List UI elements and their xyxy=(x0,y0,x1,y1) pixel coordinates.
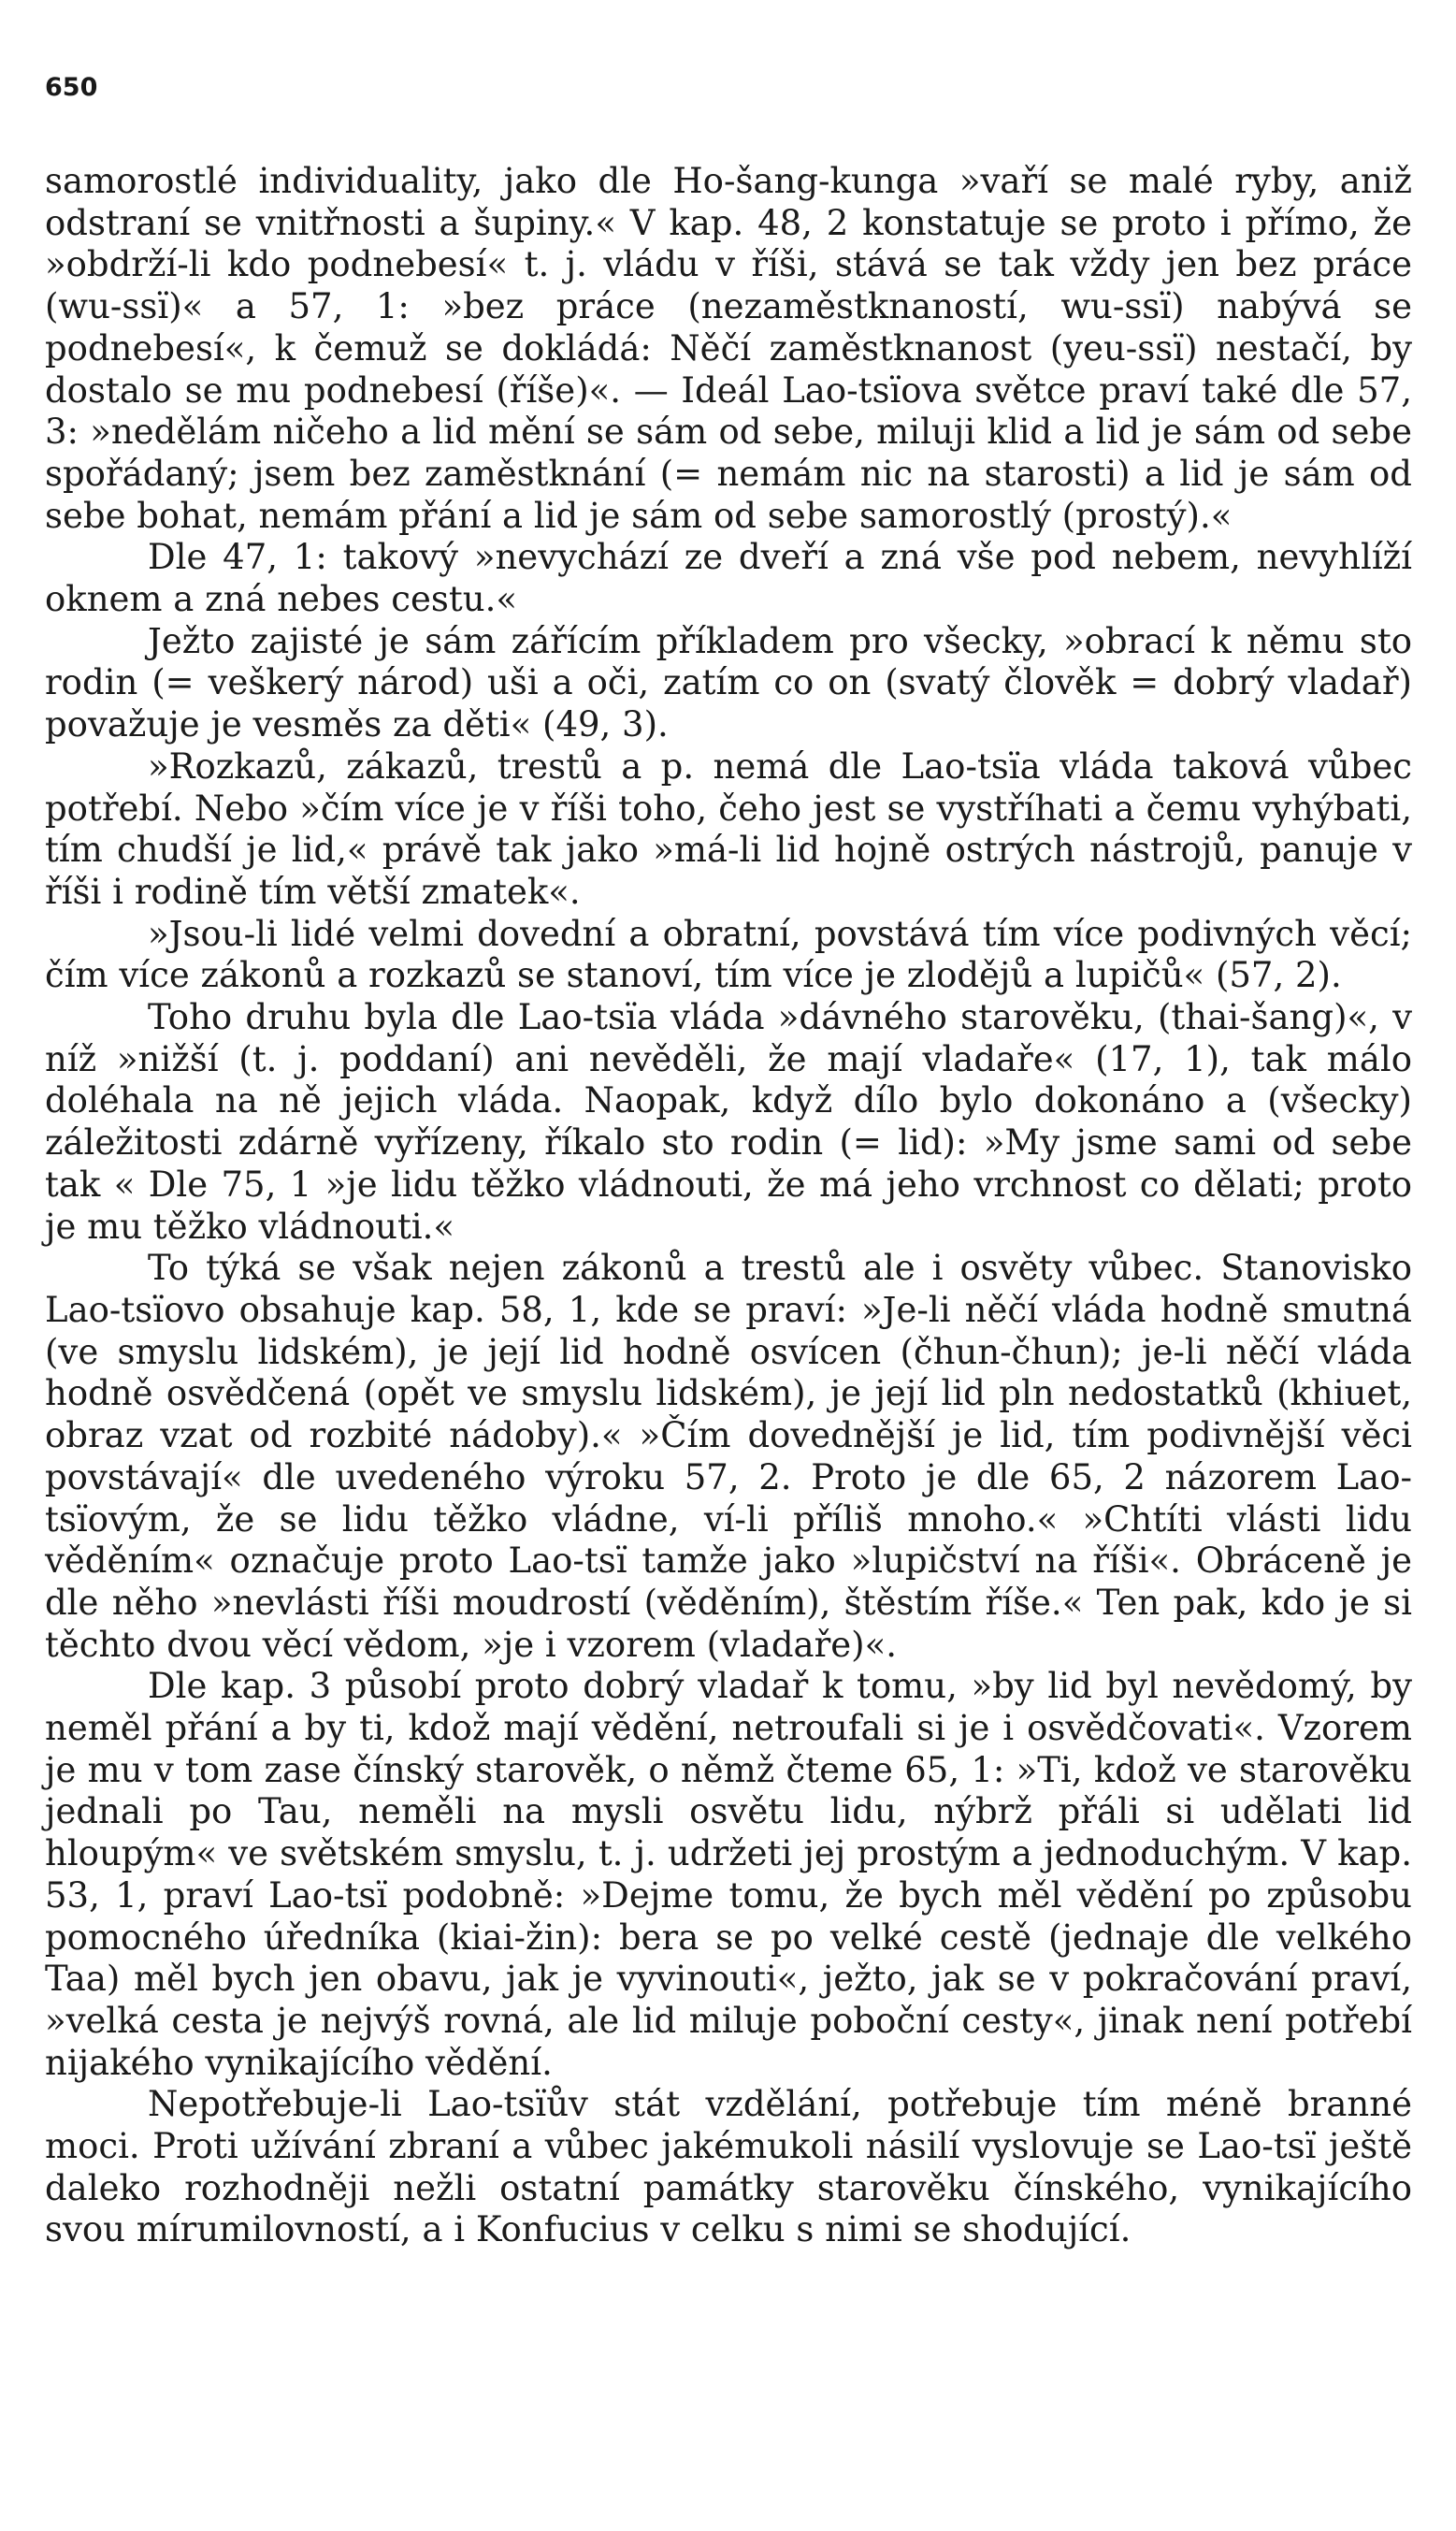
paragraph: Dle kap. 3 působí proto dobrý vladař k tomu, »by lid byl nevědomý, by neměl přání a by ti, kdož mají vědění, netroufali si je i osvědčovati«. Vzorem je mu v tom zase čínský starověk, o němž čteme 65, 1: »Ti, kdož ve starověku jednali po Tau, neměli na mysli osvětu lidu, nýbrž přáli si udělati lid hloupým« ve světském smyslu, t. j. udržeti jej prostým a jednoduchým. V kap. 53, 1, praví Lao-tsï podobně: »Dejme tomu, že bych měl vědění po způsobu pomocného úředníka (kiai-žin): bera se po velké cestě (jednaje dle velkého Taa) měl bych jen obavu, jak je vyvinouti«, ježto, jak se v pokračování praví, »velká cesta je nejvýš rovná, ale lid miluje poboční cesty«, jinak není potřebí nijakého vynikajícího vědění. xyxy=(45,1666,1412,2083)
paragraph: »Jsou-li lidé velmi dovední a obratní, povstává tím více podivných věcí; čím více zákonů a rozkazů se stanoví, tím více je zlodějů a lupičů« (57, 2). xyxy=(45,913,1412,996)
page-number: 650 xyxy=(45,73,98,102)
body-text xyxy=(45,161,1412,2251)
paragraph: samorostlé individuality, jako dle Ho-šang-kunga »vaří se malé ryby, aniž odstraní se vnitřnosti a šupiny.« V kap. 48, 2 konstatuje se proto i přímo, že »obdrží-li kdo podnebesí« t. j. vládu v říši, stává se tak vždy jen bez práce (wu-ssï)« a 57, 1: »bez práce (nezaměstknaností, wu-ssï) nabývá se podnebesí«, k čemuž se dokládá: Něčí zaměstknanost (yeu-ssï) nestačí, by dostalo se mu podnebesí (říše)«. — Ideál Lao-tsïova světce praví také dle 57, 3: »nedělám ničeho a lid mění se sám od sebe, miluji klid a lid je sám od sebe spořádaný; jsem bez zaměstknání (= nemám nic na starosti) a lid je sám od sebe bohat, nemám přání a lid je sám od sebe samorostlý (prostý).« xyxy=(45,161,1412,536)
paragraph: Dle 47, 1: takový »nevychází ze dveří a zná vše pod nebem, nevyhlíží oknem a zná nebes cestu.« xyxy=(45,537,1412,620)
paragraph: To týká se však nejen zákonů a trestů ale i osvěty vůbec. Stanovisko Lao-tsïovo obsahuje kap. 58, 1, kde se praví: »Je-li něčí vláda hodně smutná (ve smyslu lidském), je její lid hodně osvícen (čhun-čhun); je-li něčí vláda hodně osvědčená (opět ve smyslu lidském), je její lid pln nedostatků (khiuet, obraz vzat od rozbité nádoby).« »Čím dovednější je lid, tím podivnější věci povstávají« dle uvedeného výroku 57, 2. Proto je dle 65, 2 názorem Lao-tsïovým, že se lidu těžko vládne, ví-li příliš mnoho.« »Chtíti vlásti lidu věděním« označuje proto Lao-tsï tamže jako »lupičství na říši«. Obráceně je dle něho »nevlásti říši moudrostí (věděním), štěstím říše.« Ten pak, kdo je si těchto dvou věcí vědom, »je i vzorem (vladaře)«. xyxy=(45,1248,1412,1665)
paragraph: Toho druhu byla dle Lao-tsïa vláda »dávného starověku, (thai-šang)«, v níž »nižší (t. j. poddaní) ani nevěděli, že mají vladaře« (17, 1), tak málo doléhala na ně jejich vláda. Naopak, když dílo bylo dokonáno a (všecky) záležitosti zdárně vyřízeny, říkalo sto rodin (= lid): »My jsme sami od sebe tak « Dle 75, 1 »je lidu těžko vládnouti, že má jeho vrchnost co dělati; proto je mu těžko vládnouti.« xyxy=(45,997,1412,1247)
paragraph: »Rozkazů, zákazů, trestů a p. nemá dle Lao-tsïa vláda taková vůbec potřebí. Nebo »čím více je v říši toho, čeho jest se vystříhati a čemu vyhýbati, tím chudší je lid,« právě tak jako »má-li lid hojně ostrých nástrojů, panuje v říši i rodině tím větší zmatek«. xyxy=(45,745,1412,912)
paragraph: Nepotřebuje-li Lao-tsïův stát vzdělání, potřebuje tím méně branné moci. Proti užívání zbraní a vůbec jakémukoli násilí vyslovuje se Lao-tsï ještě daleko rozhodněji nežli ostatní památky starověku čínského, vynikajícího svou mírumilovností, a i Konfucius v celku s nimi se shodující. xyxy=(45,2084,1412,2250)
paragraph: Ježto zajisté je sám zářícím příkladem pro všecky, »obrací k němu sto rodin (= veškerý národ) uši a oči, zatím co on (svatý člověk = dobrý vladař) považuje je vesměs za děti« (49, 3). xyxy=(45,620,1412,745)
